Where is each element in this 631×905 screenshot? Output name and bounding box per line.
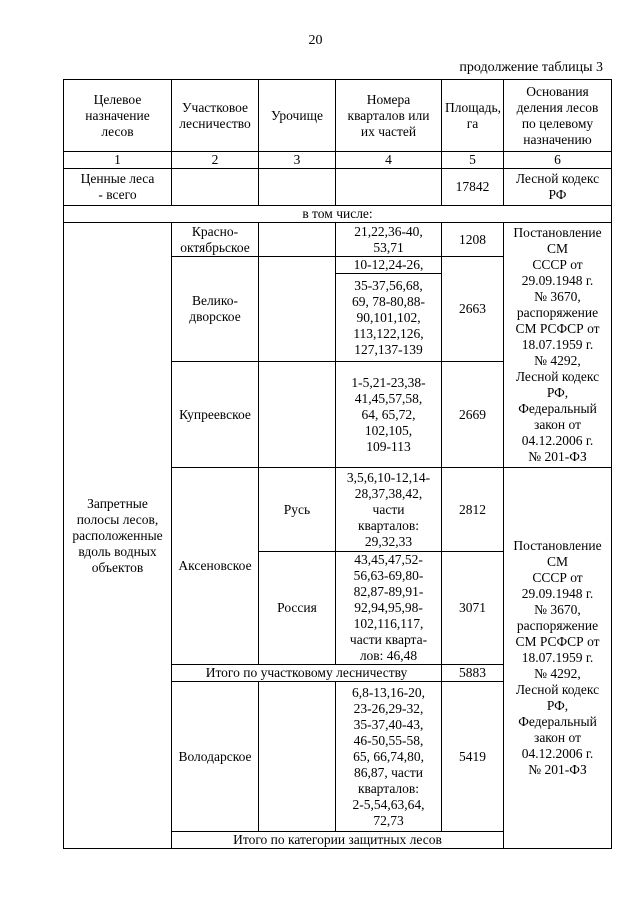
tract-cell (259, 223, 336, 257)
header-area: Площадь, га (442, 80, 504, 152)
subtotal-label: Итого по участковому лесничеству (172, 665, 442, 682)
page-number: 20 (308, 33, 323, 48)
basis-cell: Постановление СМ СССР от 29.09.1948 г. № 3670, распоряжение СМ РСФСР от 18.07.1959 г. № 4292, Лесной кодекс РФ, Федеральный закон от 04.12.2006 г. № 201-ФЗ (504, 223, 612, 468)
krasnooktyabrskoe-row (64, 223, 612, 257)
tract-cell (259, 362, 336, 468)
quarters-cell: 1-5,21-23,38- 41,45,57,58, 64, 65,72, 102,105, 109-113 (336, 362, 442, 468)
column-number: 6 (504, 152, 612, 169)
header-row (64, 80, 612, 152)
column-number: 1 (64, 152, 172, 169)
tract-cell: Русь (259, 468, 336, 552)
quarters-cell: 3,5,6,10-12,14- 28,37,38,42, части кварталов: 29,32,33 (336, 468, 442, 552)
forestry-name: Красно- октябрьское (172, 223, 259, 257)
valuable-forests-area: 17842 (442, 169, 504, 206)
header-basis: Основания деления лесов по целевому назначению (504, 80, 612, 152)
tract-cell (259, 682, 336, 832)
column-number: 2 (172, 152, 259, 169)
empty-cell (172, 169, 259, 206)
quarters-cell: 6,8-13,16-20, 23-26,29-32, 35-37,40-43, 46-50,55-58, 65, 66,74,80, 86,87, части кварталов: 2-5,54,63,64, 72,73 (336, 682, 442, 832)
tract-cell: Россия (259, 552, 336, 665)
valuable-forests-row (64, 169, 612, 206)
forestry-name: Володарское (172, 682, 259, 832)
header-district-forestry: Участковое лесничество (172, 80, 259, 152)
quarters-cell: 43,45,47,52- 56,63-69,80- 82,87-89,91- 92,94,95,98- 102,116,117, части кварта- лов: 46,48 (336, 552, 442, 665)
area-cell: 3071 (442, 552, 504, 665)
quarters-cell: 10-12,24-26, (336, 257, 442, 274)
area-cell: 2669 (442, 362, 504, 468)
column-number-row (64, 152, 612, 169)
column-number: 4 (336, 152, 442, 169)
area-cell: 2663 (442, 257, 504, 362)
area-cell: 2812 (442, 468, 504, 552)
empty-cell (259, 169, 336, 206)
forestry-name: Велико- дворское (172, 257, 259, 362)
quarters-cell: 35-37,56,68, 69, 78-80,88- 90,101,102, 113,122,126, 127,137-139 (336, 274, 442, 362)
empty-cell (336, 169, 442, 206)
valuable-forests-label: Ценные леса - всего (64, 169, 172, 206)
forestry-name: Купреевское (172, 362, 259, 468)
column-number: 3 (259, 152, 336, 169)
subtotal-area: 5883 (442, 665, 504, 682)
protected-strips-label: Запретные полосы лесов, расположенные вдоль водных объектов (64, 223, 172, 849)
header-tract: Урочище (259, 80, 336, 152)
including-label: в том числе: (64, 206, 612, 223)
basis-cell: Постановление СМ СССР от 29.09.1948 г. № 3670, распоряжение СМ РСФСР от 18.07.1959 г. № 4292, Лесной кодекс РФ, Федеральный закон от 04.12.2006 г. № 201-ФЗ (504, 468, 612, 849)
area-cell: 1208 (442, 223, 504, 257)
table-caption: продолжение таблицы 3 (459, 60, 603, 75)
forestry-name: Аксеновское (172, 468, 259, 665)
valuable-forests-basis: Лесной кодекс РФ (504, 169, 612, 206)
forest-purpose-table (63, 79, 612, 849)
header-purpose: Целевое назначение лесов (64, 80, 172, 152)
area-cell: 5419 (442, 682, 504, 832)
tract-cell (259, 257, 336, 362)
quarters-cell: 21,22,36-40, 53,71 (336, 223, 442, 257)
category-total-label: Итого по категории защитных лесов (172, 832, 504, 849)
including-row (64, 206, 612, 223)
header-quarters: Номера кварталов или их частей (336, 80, 442, 152)
column-number: 5 (442, 152, 504, 169)
